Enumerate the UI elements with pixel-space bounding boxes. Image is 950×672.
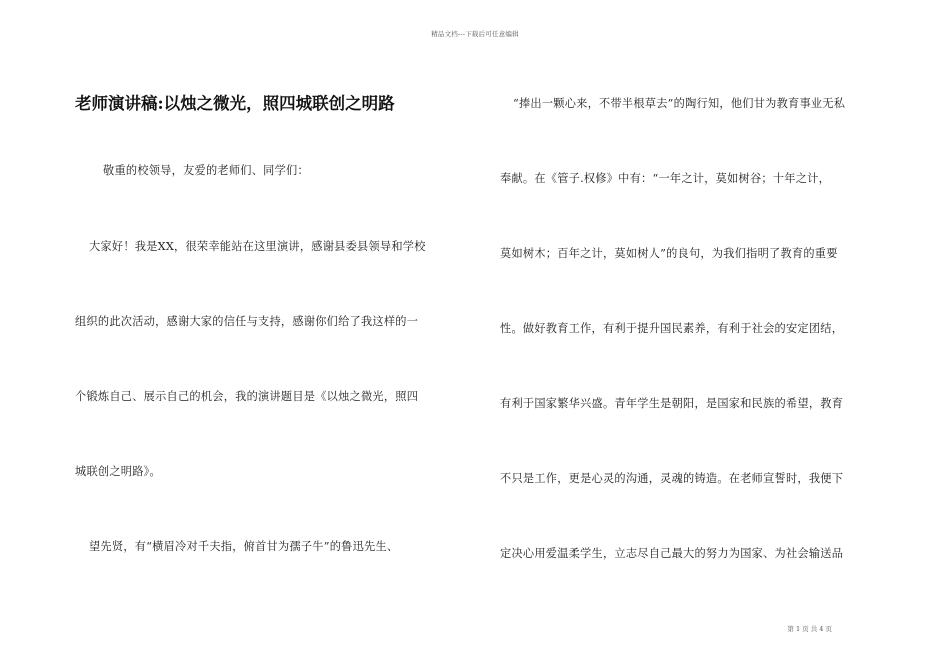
left-line-3: 组织的此次活动，感谢大家的信任与支持，感谢你们给了我这样的一: [75, 315, 419, 328]
left-line-1: 敬重的校领导，友爱的老师们、同学们：: [103, 164, 309, 177]
left-line-6: 望先贤，有“横眉冷对千夫指，俯首甘为孺子牛”的鲁迅先生、: [89, 540, 399, 553]
document-header-note: 精品文档---下载后可任意编辑: [431, 30, 519, 38]
right-line-2: 奉献。在《管子.权修》中有：“一年之计，莫如树谷；十年之计，: [500, 172, 831, 185]
left-line-2: 大家好！我是XX，很荣幸能站在这里演讲，感谢县委县领导和学校: [89, 240, 426, 253]
right-line-7: 定决心用爱温柔学生，立志尽自己最大的努力为国家、为社会输送品: [500, 547, 844, 560]
document-title: 老师演讲稿:以烛之微光，照四城联创之明路: [75, 94, 395, 113]
right-line-4: 性。做好教育工作，有利于提升国民素养，有利于社会的安定团结，: [500, 322, 844, 335]
right-line-6: 不只是工作，更是心灵的沟通，灵魂的铸造。在老师宣誓时，我便下: [500, 472, 844, 485]
right-line-3: 莫如树木；百年之计，莫如树人”的良句，为我们指明了教育的重要: [500, 247, 838, 260]
page-number-footer: 第 1 页 共 4 页: [787, 625, 832, 633]
right-line-5: 有利于国家繁华兴盛。青年学生是朝阳，是国家和民族的希望，教育: [500, 397, 844, 410]
left-line-5: 城联创之明路》。: [75, 465, 161, 478]
left-line-4: 个锻炼自己、展示自己的机会，我的演讲题目是《以烛之微光，照四: [75, 390, 419, 403]
right-line-1: “捧出一颗心来，不带半根草去”的陶行知，他们甘为教育事业无私: [513, 97, 846, 110]
